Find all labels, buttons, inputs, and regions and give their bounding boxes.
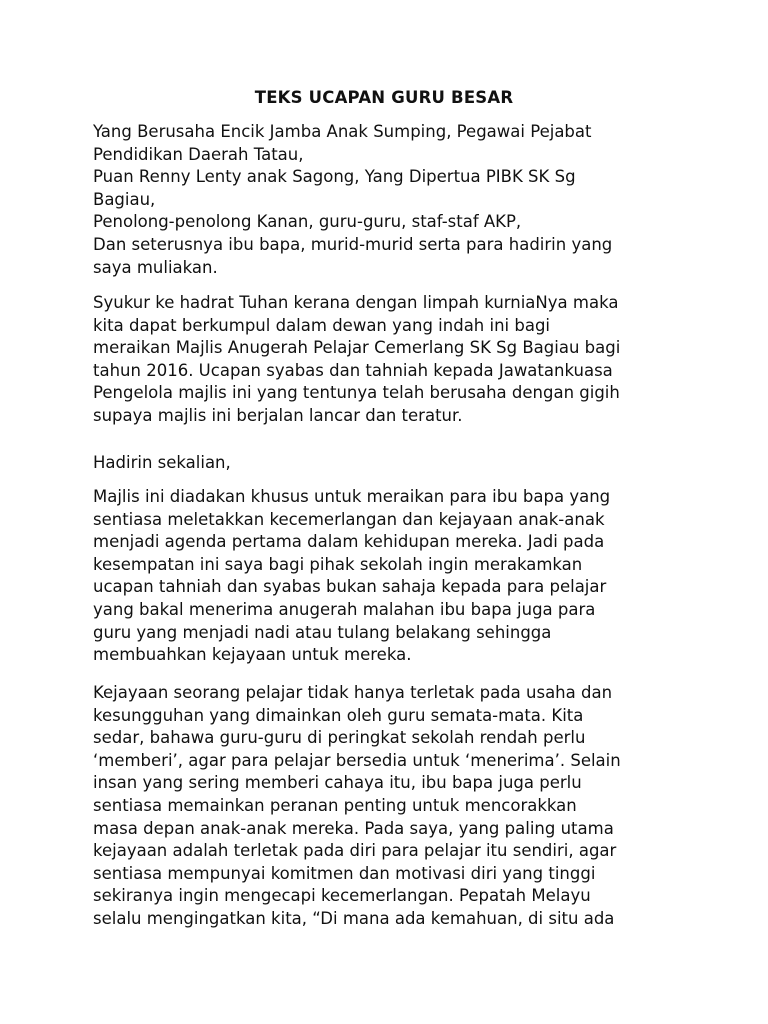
- opening-paragraph: Syukur ke hadrat Tuhan kerana dengan limpah kurniaNya maka kita dapat berkumpul dalam dewan yang indah ini bagi meraikan Majlis Anugerah Pelajar Cemerlang SK Sg Bagiau bagi tahun 2016. Ucapan syabas dan tahniah kepada Jawatankuasa Pengelola majlis ini yang tentunya telah berusaha dengan gigih supaya majlis ini berjalan lancar dan teratur.: [93, 293, 621, 425]
- salutation-paragraph: Yang Berusaha Encik Jamba Anak Sumping, Pegawai Pejabat Pendidikan Daerah Tatau, Puan Renny Lenty anak Sagong, Yang Dipertua PIBK SK Sg Bagiau, Penolong-penolong Kanan, guru-guru, staf-staf AKP, Dan seterusnya ibu bapa, murid-murid serta para hadirin yang saya muliakan.: [93, 122, 613, 277]
- body-paragraph: Kejayaan seorang pelajar tidak hanya terletak pada usaha dan kesungguhan yang dimainkan oleh guru semata-mata. Kita sedar, bahawa guru-guru di peringkat sekolah rendah perlu ‘memberi’, agar para pelajar bersedia untuk ‘menerima’. Selain insan yang sering memberi cahaya itu, ibu bapa juga perlu sentiasa memainkan peranan penting untuk mencorakkan masa depan anak-anak mereka. Pada saya, yang paling utama kejayaan adalah terletak pada diri para pelajar itu sendiri, agar sentiasa mempunyai komitmen dan motivasi diri yang tinggi sekiranya ingin mengecapi kecemerlangan. Pepatah Melayu selalu mengingatkan kita, “Di mana ada kemahuan, di situ ada: [93, 683, 621, 928]
- address-paragraph: Hadirin sekalian,: [93, 453, 231, 472]
- body-paragraph: Majlis ini diadakan khusus untuk meraikan para ibu bapa yang sentiasa meletakkan kecemerlangan dan kejayaan anak-anak menjadi agenda pertama dalam kehidupan mereka. Jadi pada kesempatan ini saya bagi pihak sekolah ingin merakamkan ucapan tahniah dan syabas bukan sahaja kepada para pelajar yang bakal menerima anugerah malahan ibu bapa juga para guru yang menjadi nadi atau tulang belakang sehingga membuahkan kejayaan untuk mereka.: [93, 487, 611, 665]
- document-title: TEKS UCAPAN GURU BESAR: [254, 88, 514, 107]
